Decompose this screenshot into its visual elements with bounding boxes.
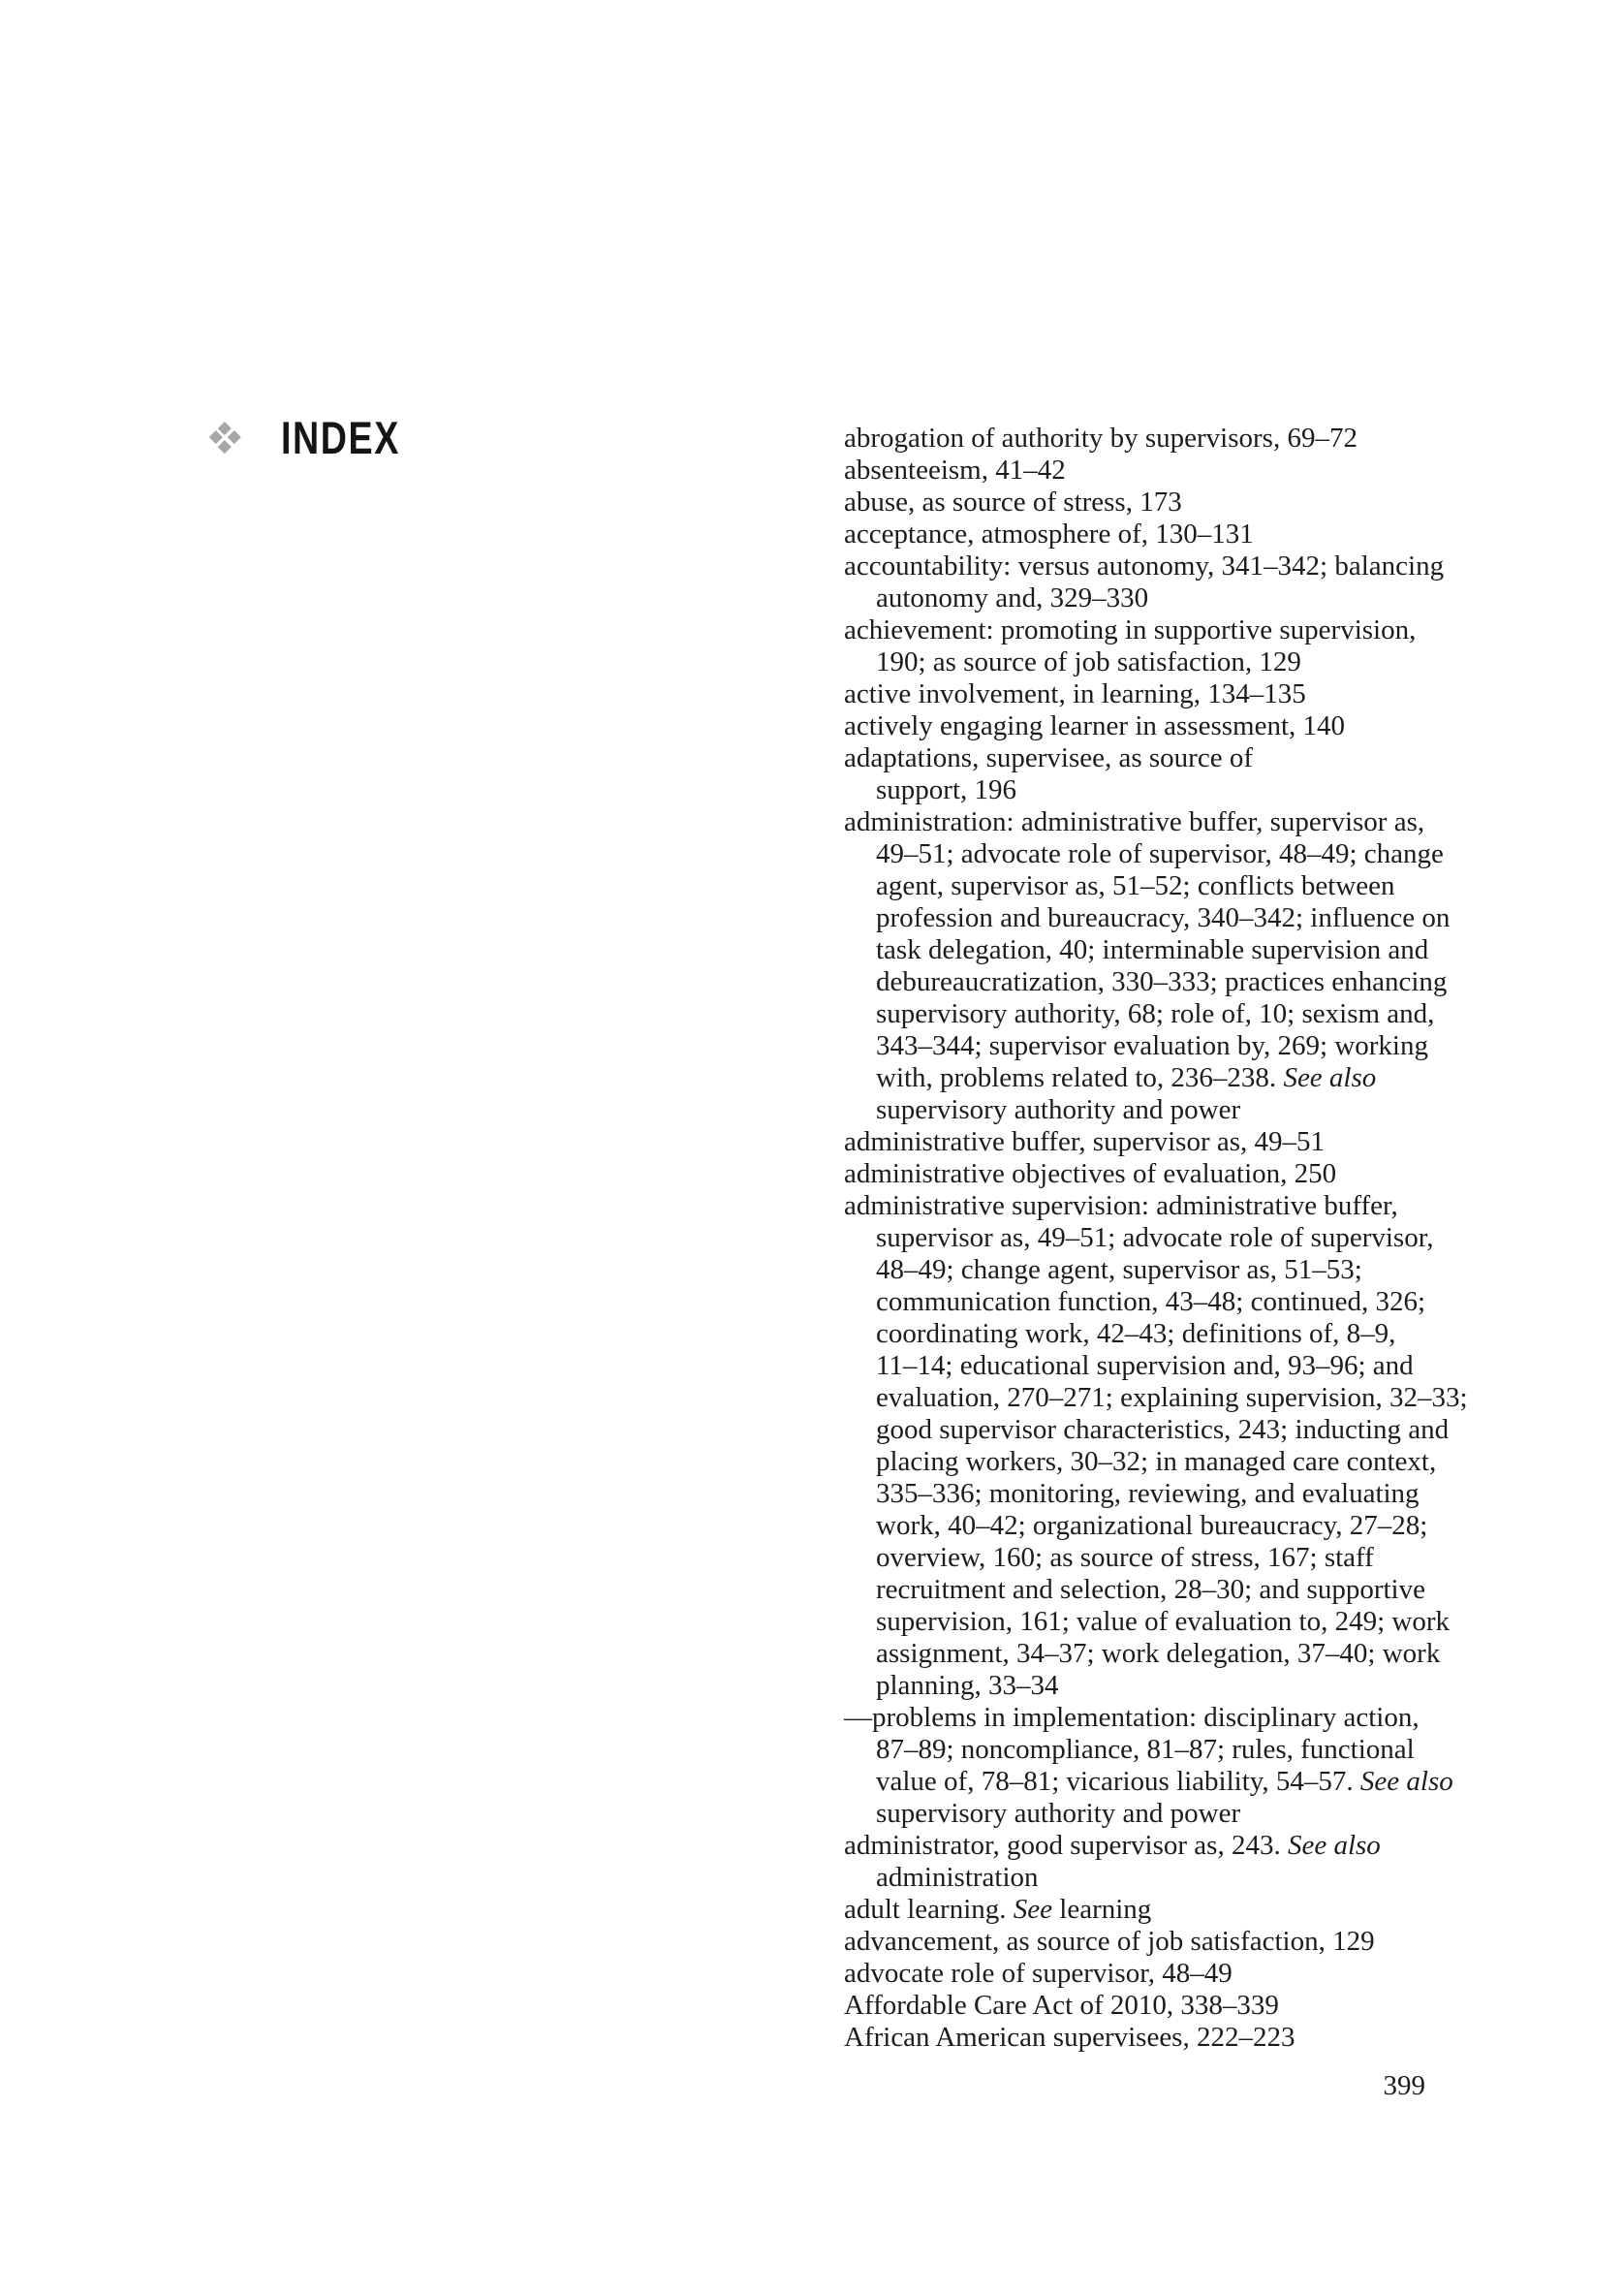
index-line (844, 1766, 1453, 1798)
index-line (844, 519, 1425, 550)
index-line-text: learning (1052, 1894, 1152, 1925)
index-line-text: agent, supervisor as, 51–52; conflicts between (876, 870, 1395, 901)
index-line-text: supervision, 161; value of evaluation to, 249; work (876, 1606, 1450, 1637)
index-line-text: adaptations, supervisee, as source of (844, 742, 1253, 773)
index-line-text: support, 196 (876, 774, 1016, 805)
index-line (844, 934, 1429, 966)
index-line-text: Affordable Care Act of 2010, 338–339 (844, 1990, 1279, 2021)
cross-reference-label: See also (1283, 1062, 1377, 1093)
diamond-shape (218, 440, 231, 453)
index-line (844, 1862, 1425, 1894)
index-line-text: value of, 78–81; vicarious liability, 54–57. (876, 1766, 1360, 1797)
index-line (844, 1350, 1425, 1382)
index-line-text: debureaucratization, 330–333; practices enhancing (876, 966, 1448, 997)
index-line (844, 1894, 1425, 1926)
index-line-text: administrative objectives of evaluation, 250 (844, 1158, 1337, 1189)
index-line-text: assignment, 34–37; work delegation, 37–40; work (876, 1638, 1441, 1669)
index-line-text: abuse, as source of stress, 173 (844, 487, 1182, 518)
index-line (844, 1734, 1425, 1766)
index-line (844, 646, 1425, 678)
index-line (844, 582, 1425, 614)
index-line (844, 1062, 1425, 1094)
index-line-text: accountability: versus autonomy, 341–342; balancing (844, 550, 1445, 582)
index-line (844, 1798, 1425, 1830)
index-line (844, 1158, 1425, 1190)
index-line (844, 1446, 1437, 1478)
index-line-text: absenteeism, 41–42 (844, 455, 1066, 486)
index-line (844, 1830, 1425, 1862)
index-line (844, 1318, 1425, 1350)
index-line (844, 1030, 1428, 1062)
index-line (844, 1286, 1425, 1318)
index-line-text: with, problems related to, 236–238. (876, 1062, 1284, 1093)
diamond-shape (209, 430, 222, 443)
index-line (844, 710, 1425, 742)
index-line-text: 48–49; change agent, supervisor as, 51–53; (876, 1254, 1362, 1285)
index-line (844, 806, 1425, 838)
index-line (844, 966, 1448, 998)
index-line-text: administrator, good supervisor as, 243. (844, 1830, 1288, 1861)
index-line (844, 678, 1425, 710)
diamond-shape (228, 430, 240, 443)
index-line-text: administration: administrative buffer, supervisor as, (844, 806, 1425, 837)
index-entries (844, 423, 1468, 2054)
index-line (844, 1542, 1425, 1574)
index-line-text: abrogation of authority by supervisors, 69–72 (844, 423, 1358, 454)
index-line (844, 1670, 1425, 1702)
four-diamond-fleuron-icon (209, 422, 240, 453)
index-line-text: overview, 160; as source of stress, 167; staff (876, 1542, 1374, 1573)
index-line (844, 1126, 1425, 1158)
index-line (844, 1702, 1425, 1734)
index-line (844, 2022, 1425, 2054)
index-line-text: recruitment and selection, 28–30; and supportive (876, 1574, 1425, 1605)
index-line (844, 870, 1425, 902)
index-line-text: supervisor as, 49–51; advocate role of supervisor, (876, 1222, 1434, 1253)
index-line (844, 902, 1451, 934)
index-line-text: coordinating work, 42–43; definitions of, 8–9, (876, 1318, 1396, 1349)
index-line-text: planning, 33–34 (876, 1670, 1059, 1701)
index-line-text: active involvement, in learning, 134–135 (844, 678, 1306, 709)
index-line (844, 423, 1425, 455)
index-line-text: achievement: promoting in supportive supervision, (844, 614, 1417, 645)
index-line (844, 1190, 1425, 1222)
index-line (844, 1414, 1450, 1446)
index-line-text: supervisory authority, 68; role of, 10; sexism and, (876, 998, 1435, 1029)
index-line-text: administrative supervision: administrative buffer, (844, 1190, 1398, 1221)
index-line-text: task delegation, 40; interminable supervision and (876, 934, 1429, 965)
index-line (844, 1990, 1425, 2022)
diamond-shape (218, 422, 231, 434)
cross-reference-label: See also (1359, 1766, 1453, 1797)
index-line-text: 343–344; supervisor evaluation by, 269; working (876, 1030, 1428, 1061)
index-line-text: good supervisor characteristics, 243; inducting and (876, 1414, 1450, 1445)
page-title: INDEX (281, 412, 400, 463)
index-line-text: profession and bureaucracy, 340–342; influence on (876, 902, 1451, 933)
index-line-text: supervisory authority and power (876, 1798, 1241, 1829)
index-line-text: autonomy and, 329–330 (876, 582, 1149, 613)
page-number: 399 (1383, 2070, 1425, 2101)
index-line-text: adult learning. (844, 1894, 1014, 1925)
index-line-text: advancement, as source of job satisfaction, 129 (844, 1926, 1375, 1957)
index-line (844, 1478, 1425, 1510)
index-line (844, 1510, 1428, 1542)
index-line (844, 614, 1425, 646)
index-line (844, 774, 1425, 806)
index-line (844, 1606, 1450, 1638)
index-line (844, 998, 1435, 1030)
index-line-text: 11–14; educational supervision and, 93–96; and (876, 1350, 1414, 1381)
index-line (844, 1094, 1425, 1126)
cross-reference-label: See also (1287, 1830, 1381, 1861)
index-line (844, 1574, 1425, 1606)
index-line-text: advocate role of supervisor, 48–49 (844, 1958, 1233, 1989)
index-line (844, 1222, 1434, 1254)
index-line (844, 455, 1425, 487)
index-line (844, 1638, 1441, 1670)
index-line-text: 190; as source of job satisfaction, 129 (876, 646, 1301, 677)
index-line (844, 1254, 1425, 1286)
index-line-text: administration (876, 1862, 1039, 1893)
index-line-text: supervisory authority and power (876, 1094, 1241, 1125)
index-line (844, 1382, 1468, 1414)
cross-reference-label: See (1013, 1894, 1053, 1925)
index-line (844, 742, 1425, 774)
index-line-text: African American supervisees, 222–223 (844, 2022, 1295, 2053)
index-line (844, 550, 1445, 582)
index-line-text: —problems in implementation: disciplinary action, (844, 1702, 1420, 1733)
index-line-text: actively engaging learner in assessment, 140 (844, 710, 1346, 741)
index-line-text: placing workers, 30–32; in managed care context, (876, 1446, 1437, 1477)
index-line (844, 1958, 1425, 1990)
index-line-text: evaluation, 270–271; explaining supervision, 32–33; (876, 1382, 1468, 1413)
index-line-text: work, 40–42; organizational bureaucracy, 27–28; (876, 1510, 1428, 1541)
index-line-text: 49–51; advocate role of supervisor, 48–49; change (876, 838, 1444, 869)
index-line-text: 335–336; monitoring, reviewing, and evaluating (876, 1478, 1420, 1509)
index-line-text: administrative buffer, supervisor as, 49–51 (844, 1126, 1326, 1157)
index-line (844, 487, 1425, 519)
index-line (844, 1926, 1425, 1958)
index-line-text: communication function, 43–48; continued, 326; (876, 1286, 1426, 1317)
index-line-text: 87–89; noncompliance, 81–87; rules, functional (876, 1734, 1415, 1765)
index-line-text: acceptance, atmosphere of, 130–131 (844, 519, 1254, 550)
index-line (844, 838, 1444, 870)
